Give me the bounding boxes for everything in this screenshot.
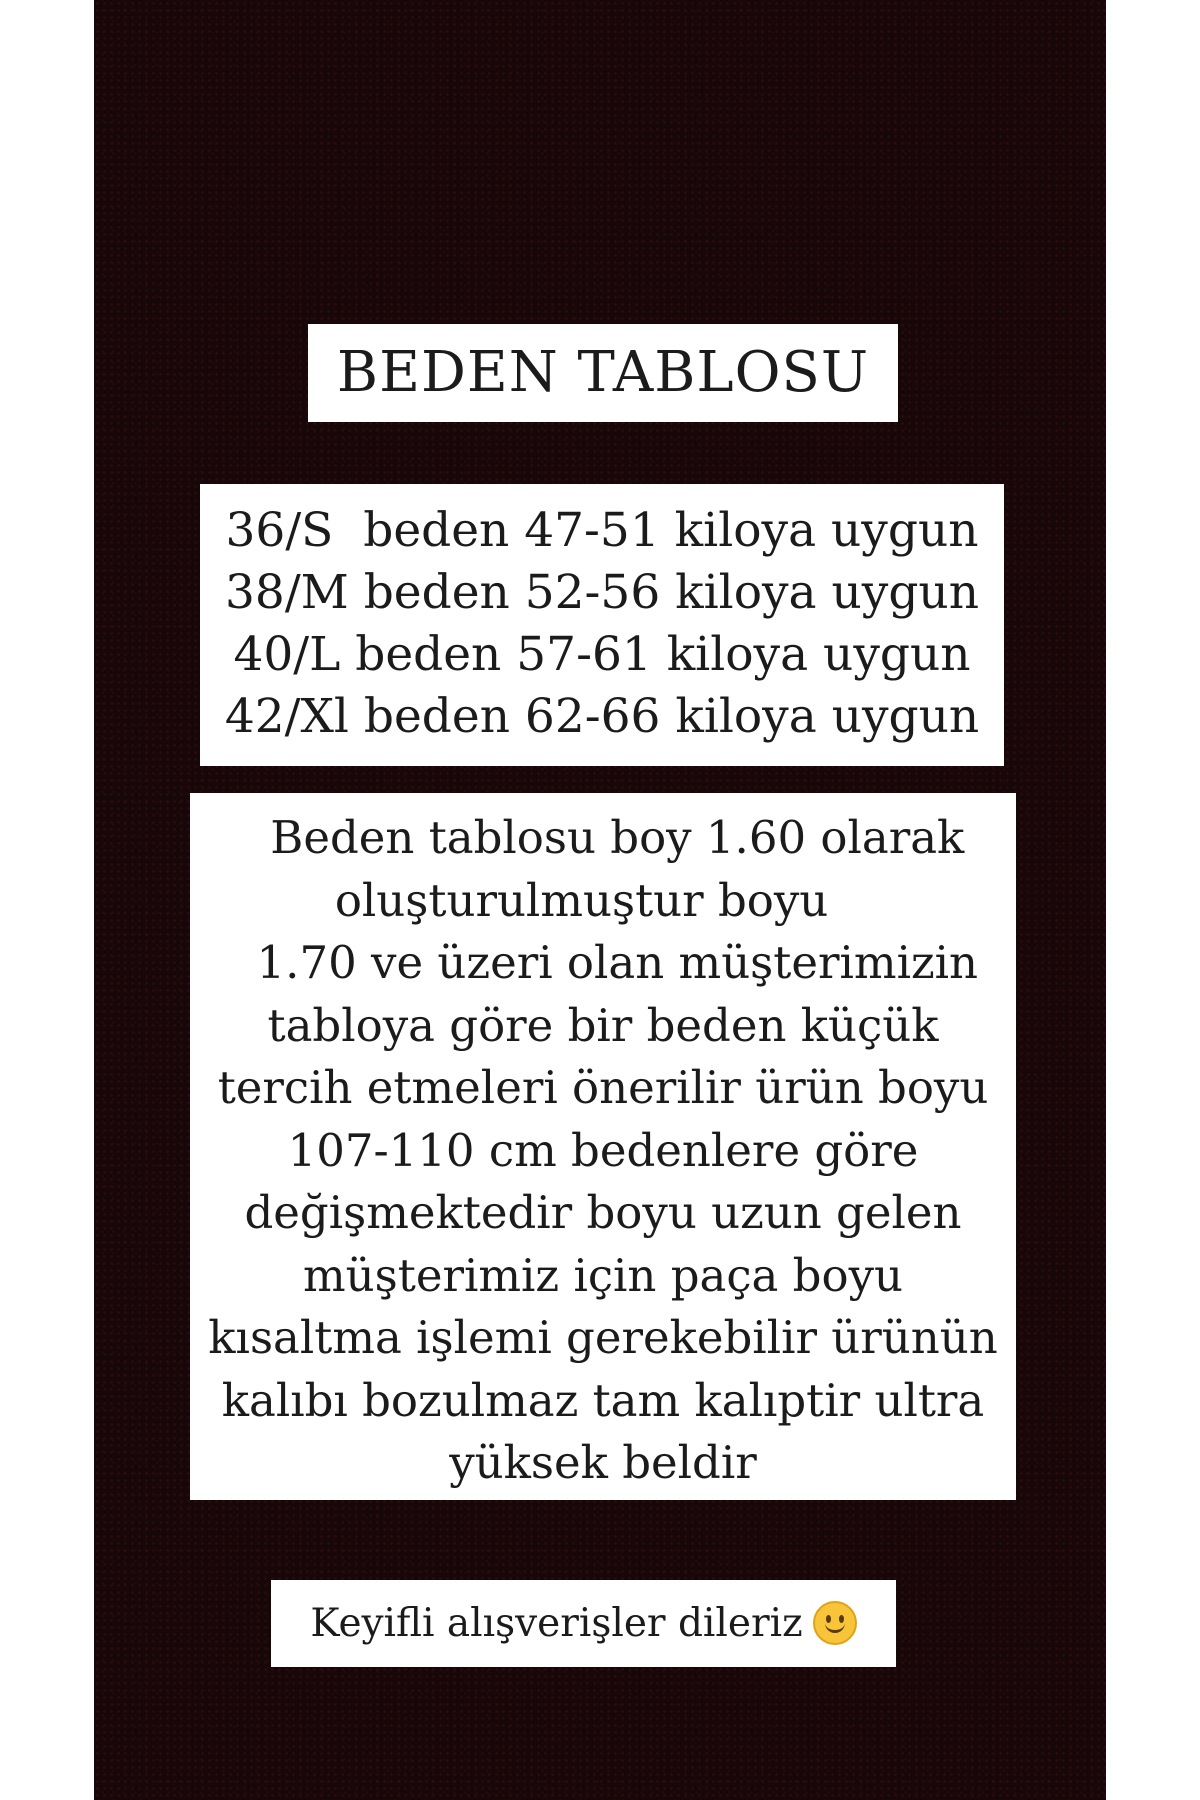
note-line: Beden tablosu boy 1.60 olarak [241, 811, 965, 864]
note-line: kalıbı bozulmaz tam kalıptir ultra [221, 1373, 985, 1427]
size-row-s: 36/S beden 47-51 kiloya uygun [225, 503, 979, 558]
note-line: tabloya göre bir beden küçük [267, 998, 939, 1052]
footer-card [271, 1580, 896, 1667]
note-line: oluşturulmuştur boyu [334, 873, 872, 927]
size-row-xl: 42/Xl beden 62-66 kiloya uygun [224, 689, 980, 744]
footer-message: Keyifli alışverişler dileriz [310, 1601, 803, 1646]
size-chart-card [200, 484, 1004, 766]
size-row-m: 38/M beden 52-56 kiloya uygun [225, 565, 979, 620]
note-line: 1.70 ve üzeri olan müşterimizin [227, 936, 979, 989]
title-card [308, 324, 898, 422]
smiley-face-icon [813, 1601, 857, 1645]
note-line: müşterimiz için paça boyu [303, 1248, 903, 1302]
size-notes-card [190, 793, 1016, 1500]
page-title: BEDEN TABLOSU [336, 340, 870, 405]
note-line: yüksek beldir [449, 1436, 757, 1489]
size-row-l: 40/L beden 57-61 kiloya uygun [233, 627, 971, 682]
note-line: değişmektedir boyu uzun gelen [244, 1186, 962, 1239]
note-line: kısaltma işlemi gerekebilir ürünün [208, 1311, 998, 1364]
note-line: tercih etmeleri önerilir ürün boyu [217, 1061, 989, 1114]
note-line: 107-110 cm bedenlere göre [287, 1123, 919, 1177]
